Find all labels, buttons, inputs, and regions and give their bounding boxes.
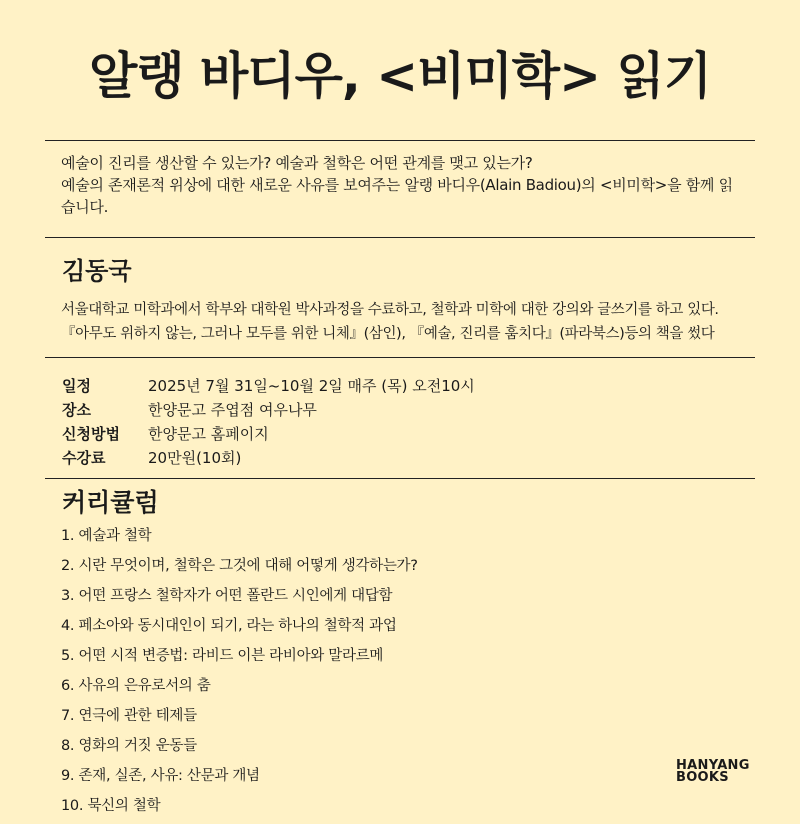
divider xyxy=(45,478,755,479)
info-row-application xyxy=(62,422,475,446)
intro-line: 예술이 진리를 생산할 수 있는가? 예술과 철학은 어떤 관계를 맺고 있는가? xyxy=(61,154,533,172)
info-value: 20만원(10회) xyxy=(148,449,242,467)
author-bio xyxy=(61,298,751,346)
info-row-schedule xyxy=(62,374,475,398)
list-item: 6. 사유의 은유로서의 춤 xyxy=(61,678,211,694)
hanyang-books-logo xyxy=(676,760,750,784)
logo-line: BOOKS xyxy=(676,770,729,785)
author-bio-line: 『아무도 위하지 않는, 그러나 모두를 위한 니체』(삼인), 『예술, 진리를 훔치다』(파라북스)등의 책을 썼다 xyxy=(61,326,715,342)
page-title: 알랭 바디우, <비미학> 읽기 xyxy=(88,47,711,105)
divider xyxy=(45,237,755,238)
curriculum-list xyxy=(61,524,418,824)
intro-text xyxy=(61,152,741,218)
divider xyxy=(45,357,755,358)
info-row-location xyxy=(62,398,475,422)
list-item: 1. 예술과 철학 xyxy=(61,528,152,544)
list-item: 7. 연극에 관한 테제들 xyxy=(61,708,197,724)
info-label: 수강료 xyxy=(62,449,106,467)
author-name: 김동국 xyxy=(62,257,132,285)
info-value: 2025년 7월 31일~10월 2일 매주 (목) 오전10시 xyxy=(148,377,475,395)
author-bio-line: 서울대학교 미학과에서 학부와 대학원 박사과정을 수료하고, 철학과 미학에 대한 강의와 글쓰기를 하고 있다. xyxy=(61,302,719,318)
list-item: 10. 묵신의 철학 xyxy=(61,798,161,814)
list-item: 2. 시란 무엇이며, 철학은 그것에 대해 어떻게 생각하는가? xyxy=(61,558,418,574)
list-item: 3. 어떤 프랑스 철학자가 어떤 폴란드 시인에게 대답함 xyxy=(61,588,393,604)
info-label: 일정 xyxy=(62,377,91,395)
course-info xyxy=(62,374,475,470)
info-label: 신청방법 xyxy=(62,425,120,443)
intro-line: 예술의 존재론적 위상에 대한 새로운 사유를 보여주는 알랭 바디우(Alain Badiou)의 <비미학>을 함께 읽습니다. xyxy=(61,176,733,216)
list-item: 4. 페소아와 동시대인이 되기, 라는 하나의 철학적 과업 xyxy=(61,618,397,634)
list-item: 8. 영화의 거짓 운동들 xyxy=(61,738,197,754)
info-value: 한양문고 주엽점 여우나무 xyxy=(148,401,317,419)
list-item: 9. 존재, 실존, 사유: 산문과 개념 xyxy=(61,768,260,784)
info-row-fee xyxy=(62,446,475,470)
logo-line: HANYANG xyxy=(676,758,750,773)
info-label: 장소 xyxy=(62,401,91,419)
info-value: 한양문고 홈페이지 xyxy=(148,425,269,443)
divider xyxy=(45,140,755,141)
curriculum-title: 커리큘럼 xyxy=(62,488,159,517)
list-item: 5. 어떤 시적 변증법: 라비드 이븐 라비아와 말라르메 xyxy=(61,648,384,664)
